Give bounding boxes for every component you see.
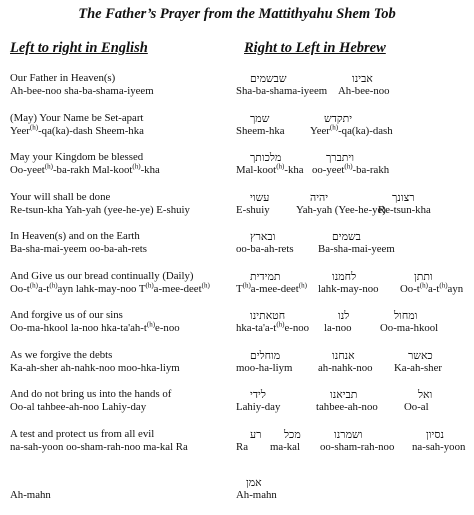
verse-english: In Heaven(s) and on the Earth [10,230,140,242]
heading-hebrew: Right to Left in Hebrew [244,40,386,56]
verse-hebrew-word: נסיון [426,428,444,441]
verse-hebrew-word: ותתן [414,270,433,283]
verse-english: And forgive us of our sins [10,309,123,321]
verse-transliteration-right: hka-$ta'a-t^{(h)}e$-noo [236,320,310,334]
verse-transliteration-left: Ba-sha-mai-yeem oo-ba-ah-rets [10,243,147,255]
verse-hebrew-word: בשמים [332,231,361,243]
verse-transliteration-right: Ah-bee-noo [338,85,390,97]
verse-english: As we forgive the debts [10,348,113,361]
verse-transliteration-left: Oo-ma-hkool la-noo hka-$ta'ah-t^{(h)}e$-noo [10,320,180,334]
verse-english: Our Father in Heaven(s) [10,72,116,84]
verse-transliteration-right: Yah-yah (Yee-he-ye) [296,203,386,216]
verse-hebrew-word: תביאנו [330,389,358,401]
verse-hebrew-word: תמידית [250,270,281,283]
verse-transliteration-right: tahbee-ah-noo [316,401,378,413]
verse-transliteration-left: Ka-ah-sher ah-nahk-noo moo-hka-liym [10,361,180,374]
verse-hebrew-word: לידי [250,389,266,401]
verse-transliteration-right: ma-kal [270,440,300,453]
verse-english: (May) Your Name be Set-apart [10,111,144,124]
amen-transliteration-left: Ah-mahn [10,489,51,501]
verse-transliteration-right: Ra [236,440,248,453]
verse-hebrew-word: עשוי [250,191,270,204]
verse-hebrew-word: ומחול [394,310,418,322]
amen-transliteration-right: Ah-mahn [236,489,277,501]
verse-hebrew-word: אנחנו [332,349,355,362]
verse-transliteration-left: Re-tsun-kha Yah-yah (yee-he-ye) E-shuiy [10,203,190,216]
verse-transliteration-right: Lahiy-day [236,401,281,413]
verse-english: And Give us our bread continually (Daily) [10,269,194,282]
verse-transliteration-right: la-noo [324,322,352,334]
verse-hebrew-word: אבינו [352,73,373,85]
verse-hebrew-word: מכל [284,428,301,441]
heading-english: Left to right in English [10,40,148,56]
verse-hebrew-word: רע [250,428,262,441]
verse-english: May your Kingdom be blessed [10,151,144,163]
verse-transliteration-right: Sha-ba-shama-iyeem [236,85,328,97]
verse-transliteration-right: Ba-sha-mai-yeem [318,243,395,255]
verse-hebrew-word: ובארץ [250,231,276,243]
verse-transliteration-right: moo-ha-liym [236,361,293,374]
verse-transliteration-right: lahk-may-noo [318,282,379,295]
verse-transliteration-right: Yeer$^{(h)}$-qa(ka)-dash [310,122,393,137]
verse-transliteration-left: Ah-bee-noo sha-ba-shama-iyeem [10,85,154,97]
verse-transliteration-right: oo-ba-ah-rets [236,243,294,255]
verse-transliteration-left: Oo-yeet$^{(h)}$-ba-rakh Mal-koot$^{(h)}$-kha [10,162,160,176]
verse-hebrew-word: מוחלים [250,349,281,362]
verse-hebrew-word: שבשמים [250,73,287,85]
verse-hebrew-word: ויתברך [326,152,354,164]
verse-hebrew-word: לחמנו [332,270,357,283]
verse-transliteration-left: Yeer$^{(h)}$-qa(ka)-dash Sheem-hka [10,122,144,137]
verse-transliteration-left: Oo-al tahbee-ah-noo Lahiy-day [10,401,147,413]
verse-transliteration-right: Mal-koot$^{(h)}$-kha [236,162,304,176]
verse-hebrew-word: כאשר [408,349,433,362]
verse-hebrew-word: יהיה [310,191,329,204]
verse-transliteration-left: na-sah-yoon oo-sham-rah-noo ma-kal Ra [10,440,188,453]
verse-transliteration-right: Oo-al [404,401,429,413]
verse-transliteration-right: $Oo-t^{(h)}a-t^{(h)}ayn$ [400,280,464,295]
amen-hebrew: אמן [246,477,262,489]
verse-transliteration-right: oo-sham-rah-noo [320,440,395,453]
verse-hebrew-word: יתקדש [324,112,353,125]
page-title: The Father’s Prayer from the Mattithyahu Shem Tob [78,6,396,22]
verse-hebrew-word: רצונך [392,191,415,204]
verse-transliteration-right: Re-tsun-kha [378,203,431,216]
verse-transliteration-right: Ka-ah-sher [394,361,442,374]
verse-hebrew-word: לנו [338,310,350,322]
verse-transliteration-right: na-sah-yoon [412,440,466,453]
verse-english: Your will shall be done [10,190,111,203]
verse-hebrew-word: מלכותך [250,152,282,164]
verse-transliteration-right: oo-yeet$^{(h)}$-ba-rakh [312,162,390,176]
verse-english: A test and protect us from all evil [10,427,155,440]
verse-transliteration-right: E-shuiy [236,203,270,216]
verse-hebrew-word: שמך [250,112,270,125]
verse-hebrew-word: ואל [418,389,433,401]
verse-hebrew-word: ושמרנו [334,428,363,441]
verse-hebrew-word: חטאתינו [250,310,286,322]
verse-transliteration-right: $T^{(h)}a-mee-deet^{(h)}$ [236,280,307,295]
verse-english: And do not bring us into the hands of [10,388,172,400]
verse-transliteration-right: Oo-ma-hkool [380,322,439,334]
verse-transliteration-left: $Oo-t^{(h)}a-t^{(h)}ayn$ lahk-may-noo $T^{(h)}a-mee-deet^{(h)}$ [10,280,210,295]
verse-transliteration-right: Sheem-hka [236,124,285,137]
verse-transliteration-right: ah-nahk-noo [318,361,373,374]
